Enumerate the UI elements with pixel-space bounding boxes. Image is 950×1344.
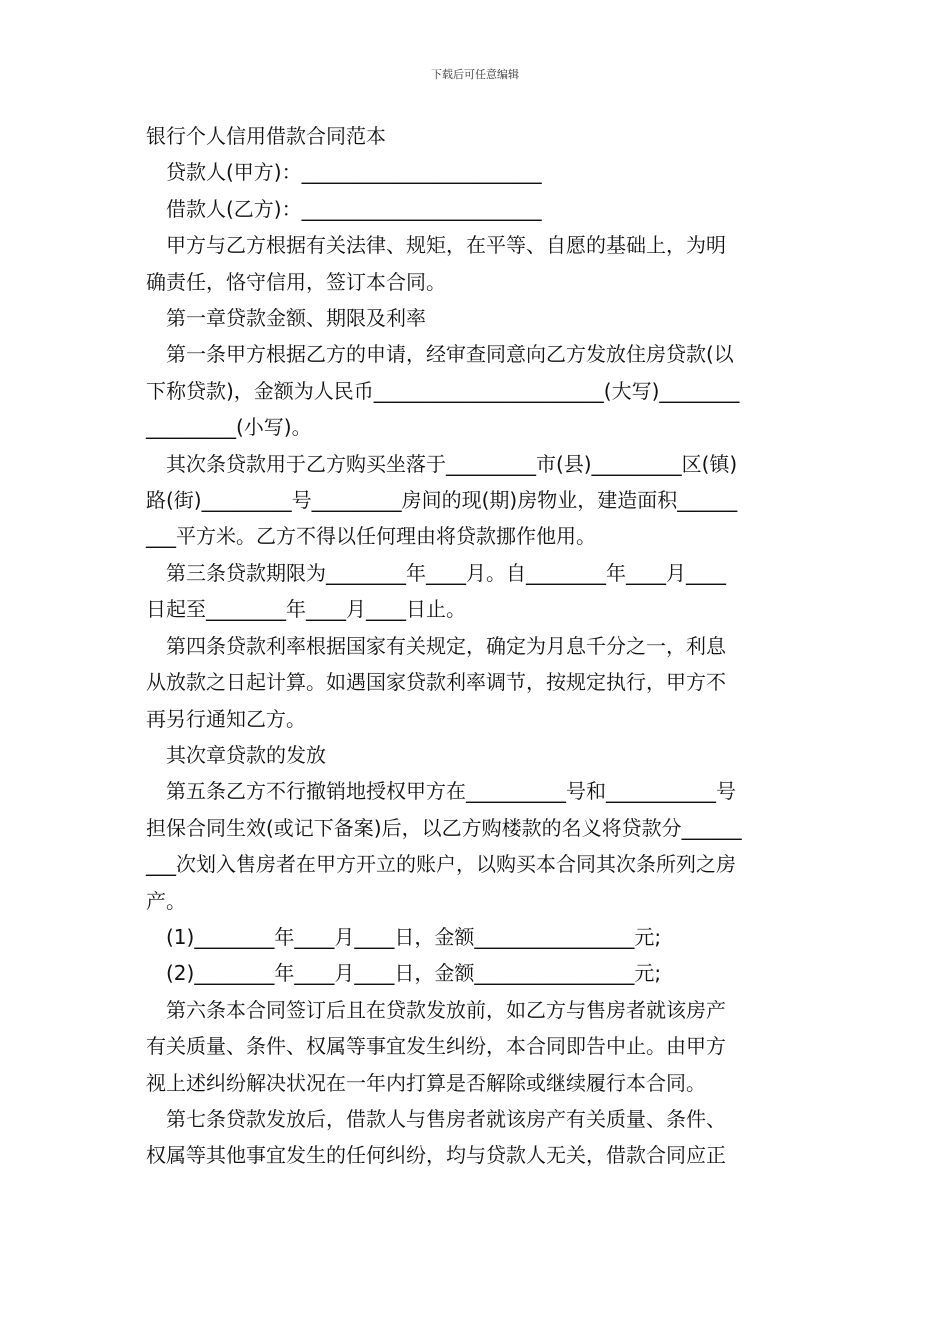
chapter-heading: 第一章贷款金额、期限及利率	[166, 306, 426, 331]
article-line: ___平方米。乙方不得以任何理由将贷款挪作他用。	[146, 524, 596, 549]
chapter-heading: 其次章贷款的发放	[166, 742, 326, 767]
article-line: 日起至________年____月____日止。	[146, 597, 466, 622]
borrower-line: 借款人(乙方)：________________________	[166, 196, 542, 221]
article-line: 从放款之日起计算。如遇国家贷款利率调节，按规定执行，甲方不	[146, 670, 726, 695]
lender-line: 贷款人(甲方)：________________________	[166, 160, 542, 185]
article-line: 第四条贷款利率根据国家有关规定，确定为月息千分之一，利息	[166, 633, 726, 658]
article-line: ___次划入售房者在甲方开立的账户，以购买本合同其次条所列之房	[146, 852, 736, 877]
article-line: 其次条贷款用于乙方购买坐落于_________市(县)_________区(镇)	[166, 451, 738, 476]
article-line: 第五条乙方不行撤销地授权甲方在__________号和___________号	[166, 779, 736, 804]
article-line: 第一条甲方根据乙方的申请，经审查同意向乙方发放住房贷款(以	[166, 342, 734, 367]
article-line: _________(小写)。	[146, 415, 312, 440]
contract-body	[146, 118, 806, 1174]
article-line: 第七条贷款发放后，借款人与售房者就该房产有关质量、条件、	[166, 1106, 726, 1131]
article-line: 路(街)_________号_________房间的现(期)房物业，建造面积______	[146, 488, 738, 513]
article-line: 担保合同生效(或记下备案)后，以乙方购楼款的名义将贷款分______	[146, 815, 742, 840]
article-line: 权属等其他事宜发生的任何纠纷，均与贷款人无关，借款合同应正	[146, 1143, 726, 1168]
article-line: 有关质量、条件、权属等事宜发生纠纷，本合同即告中止。由甲方	[146, 1034, 726, 1059]
page-header: 下载后可任意编辑	[431, 68, 519, 81]
installment-line: (2)________年____月____日，金额________________元;	[166, 961, 662, 986]
installment-line: (1)________年____月____日，金额________________元;	[166, 924, 662, 949]
article-line: 视上述纠纷解决状况在一年内打算是否解除或继续履行本合同。	[146, 1070, 706, 1095]
preamble-line: 确责任，恪守信用，签订本合同。	[146, 269, 446, 294]
contract-title: 银行个人信用借款合同范本	[146, 124, 386, 148]
article-line: 再另行通知乙方。	[146, 706, 306, 731]
article-line: 产。	[146, 888, 186, 913]
article-line: 第三条贷款期限为________年____月。自________年____月____	[166, 560, 726, 585]
article-line: 第六条本合同签订后且在贷款发放前，如乙方与售房者就该房产	[166, 997, 726, 1022]
preamble-line: 甲方与乙方根据有关法律、规矩，在平等、自愿的基础上，为明	[166, 233, 726, 258]
article-line: 下称贷款)，金额为人民币_______________________(大写)________	[146, 378, 740, 403]
